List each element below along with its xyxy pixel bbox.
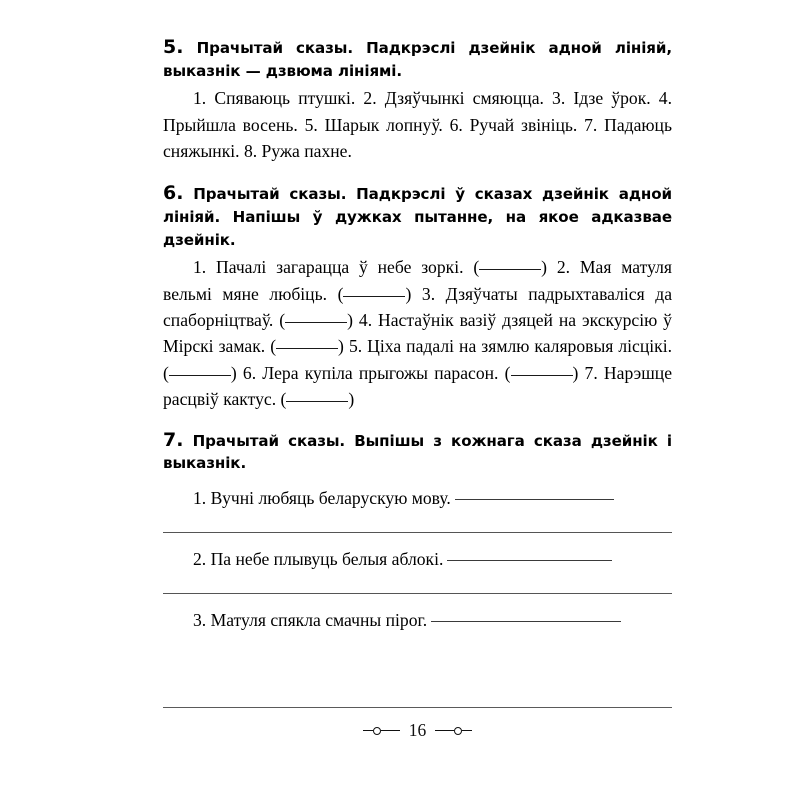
answer-line-2b[interactable] (163, 593, 672, 594)
exercise-6-sentence: 2. Мая матуля вельмі мяне любіць. (163, 257, 672, 304)
answer-blank-4[interactable]: ( ) (270, 336, 344, 357)
ornament-dash-left-outer-icon (363, 730, 373, 731)
ornament-dash-right-outer-icon (462, 730, 472, 731)
exercise-7 (163, 429, 672, 633)
answer-blank-7[interactable]: ( ) (280, 389, 355, 410)
answer-blank-6[interactable]: ( ) (504, 362, 579, 383)
answer-blank-3[interactable]: ( ) (279, 310, 353, 330)
ornament-dash-right-inner-icon (435, 730, 454, 731)
exercise-5-body: 1. Спяваюць птушкі. 2. Дзяўчынкі смяюцца. 3. Ідзе ўрок. 4. Прыйшла восень. 5. Шарык лопнуў. 6. Ручай звініць. 7. Падаюць сняжынкі. 8. Ружа пахне. (163, 88, 672, 161)
exercise-7-question-1 (163, 485, 672, 511)
question-text: 3. Матуля спякла смачны пірог. (193, 609, 428, 630)
exercise-6-sentence: 1. Пачалі загарацца ў небе зоркі. (193, 257, 464, 278)
exercise-7-heading-text: Прачытай сказы. Выпішы з кожнага сказа дзейнік і выказнік. (163, 431, 673, 473)
page-footer (163, 722, 672, 740)
exercise-6-heading (163, 182, 672, 251)
answer-blank-2[interactable]: ( ) (337, 283, 412, 304)
exercise-7-heading (163, 429, 672, 475)
ornament-circle-right-icon (454, 727, 462, 735)
answer-line-1b[interactable] (163, 532, 672, 533)
exercise-6-sentence: 5. Ціха падалі на зямлю каляровыя лісцікі. (348, 336, 673, 357)
exercise-6-sentence: 7. Нарэшце расцвіў кактус. (163, 362, 672, 410)
exercise-7-number: 7. (163, 428, 184, 451)
question-text: 1. Вучні любяць беларускую мову. (193, 487, 451, 508)
exercise-6-heading-text: Прачытай сказы. Падкрэслі ў сказах дзейнік адной лініяй. Напішы ў дужках пытанне, на якое адказвае дзейнік. (163, 185, 673, 249)
exercise-5-heading (163, 36, 672, 82)
answer-blank-1[interactable]: ( ) (473, 257, 548, 278)
exercise-5 (163, 36, 672, 164)
exercise-6-sentence: 6. Лера купіла прыгожы парасон. (242, 362, 499, 383)
page-number: 16 (408, 720, 427, 740)
exercise-6 (163, 182, 672, 412)
answer-line-2a[interactable] (447, 560, 612, 561)
question-text: 2. Па небе плывуць белыя аблокі. (193, 548, 444, 569)
footer-divider (163, 707, 672, 708)
exercise-7-question-3 (163, 607, 672, 633)
exercise-6-number: 6. (163, 182, 184, 205)
exercise-6-body (163, 254, 672, 412)
answer-blank-5[interactable]: ( ) (163, 362, 237, 383)
answer-line-1a[interactable] (455, 499, 614, 500)
answer-line-3a[interactable] (431, 621, 621, 622)
exercise-7-question-2 (163, 546, 672, 572)
exercise-6-sentence: 4. Настаўнік вазіў дзяцей на экскурсію ў Мірскі замак. (163, 310, 672, 357)
exercise-5-heading-text: Прачытай сказы. Падкрэслі дзейнік адной лініяй, выказнік — дзвюма лініямі. (163, 39, 672, 80)
exercise-5-number: 5. (163, 36, 184, 58)
exercise-6-sentence: 3. Дзяўчаты падрыхтаваліся да спаборніцтваў. (163, 283, 673, 330)
ornament-dash-left-inner-icon (381, 730, 400, 731)
page-content (163, 36, 672, 633)
ornament-circle-left-icon (373, 727, 381, 735)
